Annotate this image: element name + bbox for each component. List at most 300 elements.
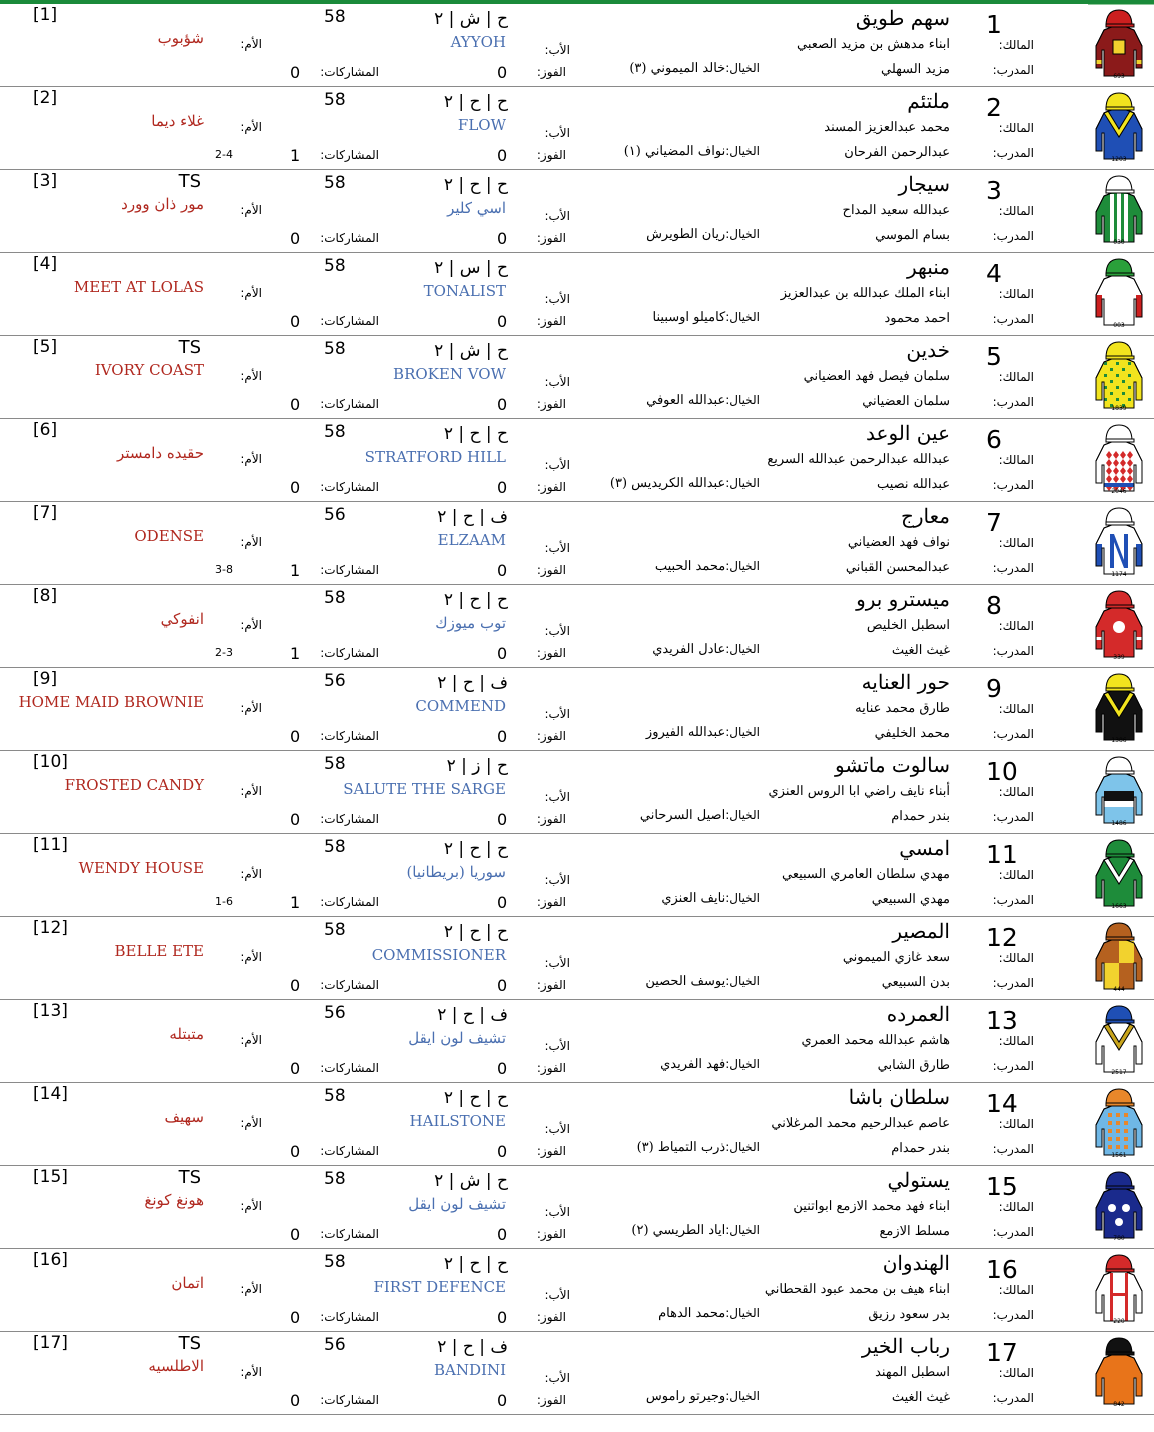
- trainer-label: المدرب:: [992, 478, 1034, 492]
- draw-number: [17]: [33, 1333, 68, 1353]
- runs-value: 0: [290, 1225, 301, 1244]
- horse-number: 10: [986, 757, 1018, 786]
- sire-name[interactable]: COMMEND: [415, 697, 506, 715]
- horse-number: 9: [986, 674, 1002, 703]
- owner-label: المالك:: [998, 619, 1034, 633]
- runs-label: المشاركات:: [320, 1144, 379, 1158]
- weight-value: 58: [324, 1252, 346, 1272]
- trainer-name: بندر حمدام: [891, 809, 950, 824]
- runs-label: المشاركات:: [320, 314, 379, 328]
- draw-number: [10]: [33, 752, 68, 772]
- horse-name[interactable]: معارج: [900, 504, 950, 528]
- owner-label: المالك:: [998, 868, 1034, 882]
- wins-value: 0: [497, 395, 508, 414]
- horse-name[interactable]: يستولي: [887, 1168, 950, 1192]
- dam-label: الأم:: [240, 1199, 262, 1213]
- dam-name[interactable]: WENDY HOUSE: [78, 859, 204, 877]
- dam-name[interactable]: شؤبوب: [157, 29, 204, 47]
- trainer-name: مهدي السبيعي: [871, 892, 950, 907]
- horse-name[interactable]: منبهر: [906, 255, 950, 279]
- horse-row-9: [0, 668, 1154, 751]
- horse-description: ف | ح | ٢: [437, 507, 508, 527]
- runs-label: المشاركات:: [320, 480, 379, 494]
- wins-label: الفوز:: [536, 480, 566, 494]
- horse-row-1: [0, 4, 1154, 87]
- dam-name[interactable]: الاطلسيه: [148, 1357, 204, 1375]
- jockey-silks-icon: [1090, 421, 1148, 497]
- dam-label: الأم:: [240, 701, 262, 715]
- jockey-info: [646, 393, 760, 408]
- owner-label: المالك:: [998, 1283, 1034, 1297]
- sire-label: الأب:: [544, 458, 570, 472]
- runs-value: 0: [290, 229, 301, 248]
- jockey-info: [658, 1306, 760, 1321]
- sire-name[interactable]: HAILSTONE: [409, 1112, 506, 1130]
- wins-label: الفوز:: [536, 1061, 566, 1075]
- sire-label: الأب:: [544, 375, 570, 389]
- sire-label: الأب:: [544, 1039, 570, 1053]
- horse-name[interactable]: عين الوعد: [866, 421, 950, 445]
- sire-name[interactable]: توب ميوزك: [435, 614, 506, 632]
- trainer-name: احمد محمود: [884, 311, 950, 326]
- wins-label: الفوز:: [536, 1227, 566, 1241]
- horse-description: ح | ح | ٢: [443, 590, 508, 610]
- svg-text:1203: 1203: [1111, 156, 1127, 163]
- jockey-name: محمد الحبيب: [654, 559, 726, 574]
- svg-text:1663: 1663: [1111, 903, 1127, 910]
- owner-label: المالك:: [998, 121, 1034, 135]
- trainer-label: المدرب:: [992, 146, 1034, 160]
- jockey-label: الخيال:: [725, 144, 760, 158]
- jockey-name: عبدالله الفيروز: [645, 725, 726, 740]
- weight-value: 56: [324, 671, 346, 691]
- jockey-name: اياد الطريسي (٢): [631, 1223, 726, 1238]
- jockey-silks-icon: [1090, 1334, 1148, 1410]
- owner-label: المالك:: [998, 536, 1034, 550]
- owner-name: مهدي سلطان العامري السبيعي: [782, 867, 950, 882]
- horse-description: ح | ح | ٢: [443, 1088, 508, 1108]
- sire-label: الأب:: [544, 126, 570, 140]
- trainer-label: المدرب:: [992, 1225, 1034, 1239]
- sire-name[interactable]: تشيف لون ايقل: [408, 1029, 506, 1047]
- wins-value: 0: [497, 1059, 508, 1078]
- horse-name[interactable]: العمرده: [886, 1002, 950, 1026]
- wins-value: 0: [497, 810, 508, 829]
- svg-text:339: 339: [1113, 654, 1125, 661]
- jockey-label: الخيال:: [725, 393, 760, 407]
- owner-name: عبدالله عبدالرحمن عبدالله السريع: [767, 452, 950, 467]
- jockey-label: الخيال:: [725, 61, 760, 75]
- dam-label: الأم:: [240, 1282, 262, 1296]
- owner-label: المالك:: [998, 1200, 1034, 1214]
- horse-name[interactable]: امسي: [899, 836, 950, 860]
- draw-number: [11]: [33, 835, 68, 855]
- sire-label: الأب:: [544, 1371, 570, 1385]
- dam-name[interactable]: مور ذان وورد: [121, 195, 204, 213]
- sire-label: الأب:: [544, 790, 570, 804]
- jockey-info: [610, 476, 760, 491]
- runs-value: 1: [290, 644, 301, 663]
- svg-text:2046: 2046: [1111, 488, 1127, 495]
- dam-name[interactable]: هونغ كونغ: [144, 1191, 204, 1209]
- sire-name[interactable]: BANDINI: [434, 1361, 506, 1379]
- horse-number: 2: [986, 93, 1002, 122]
- runs-value: 0: [290, 810, 301, 829]
- draw-number: [9]: [33, 669, 58, 689]
- sire-name[interactable]: SALUTE THE SARGE: [343, 780, 506, 798]
- recent-form: 3-8: [215, 563, 233, 576]
- trainer-label: المدرب:: [992, 229, 1034, 243]
- dam-name[interactable]: اتمان: [171, 1274, 204, 1292]
- dam-label: الأم:: [240, 867, 262, 881]
- owner-name: طارق محمد عنايه: [855, 701, 950, 716]
- horse-name[interactable]: حور العنايه: [861, 670, 950, 694]
- svg-text:1839: 1839: [1111, 405, 1127, 412]
- jockey-label: الخيال:: [725, 974, 760, 988]
- jockey-info: [629, 61, 760, 76]
- jockey-info: [661, 891, 760, 906]
- wins-value: 0: [497, 1142, 508, 1161]
- sire-name[interactable]: FLOW: [457, 116, 506, 134]
- jockey-silks-icon: [1090, 6, 1148, 82]
- dam-name[interactable]: ODENSE: [134, 527, 204, 545]
- owner-label: المالك:: [998, 370, 1034, 384]
- weight-value: 56: [324, 1335, 346, 1355]
- jockey-silks-icon: [1090, 338, 1148, 414]
- jockey-name: محمد الدهام: [658, 1306, 726, 1321]
- recent-form: 2-4: [215, 148, 233, 161]
- weight-value: 58: [324, 1169, 346, 1189]
- draw-number: [6]: [33, 420, 58, 440]
- wins-value: 0: [497, 561, 508, 580]
- dam-name[interactable]: BELLE ETE: [114, 942, 204, 960]
- sire-label: الأب:: [544, 624, 570, 638]
- draw-number: [15]: [33, 1167, 68, 1187]
- jockey-name: عبدالله العوفي: [646, 393, 726, 408]
- draw-number: [2]: [33, 88, 58, 108]
- jockey-name: فهد الفريدي: [660, 1057, 726, 1072]
- horse-row-11: [0, 834, 1154, 917]
- runs-value: 1: [290, 893, 301, 912]
- runs-label: المشاركات:: [320, 812, 379, 826]
- wins-label: الفوز:: [536, 563, 566, 577]
- sire-label: الأب:: [544, 541, 570, 555]
- wins-label: الفوز:: [536, 1144, 566, 1158]
- svg-text:2517: 2517: [1111, 1069, 1127, 1076]
- sire-name[interactable]: COMMISSIONER: [371, 946, 506, 964]
- jockey-info: [640, 808, 760, 823]
- trainer-name: بدن السبيعي: [881, 975, 950, 990]
- draw-number: [7]: [33, 503, 58, 523]
- svg-text:444: 444: [1113, 986, 1125, 993]
- wins-value: 0: [497, 229, 508, 248]
- dam-name[interactable]: HOME MAID BROWNIE: [18, 693, 204, 711]
- jockey-silks-icon: [1090, 1251, 1148, 1327]
- runs-value: 0: [290, 1059, 301, 1078]
- owner-name: هاشم عبدالله محمد العمري: [801, 1033, 950, 1048]
- wins-label: الفوز:: [536, 231, 566, 245]
- jockey-label: الخيال:: [725, 310, 760, 324]
- owner-name: نواف فهد العضياني: [847, 535, 950, 550]
- horse-row-8: [0, 585, 1154, 668]
- horse-number: 16: [986, 1255, 1018, 1284]
- runs-label: المشاركات:: [320, 563, 379, 577]
- wins-label: الفوز:: [536, 148, 566, 162]
- svg-text:1561: 1561: [1111, 1152, 1127, 1159]
- wins-value: 0: [497, 644, 508, 663]
- weight-value: 56: [324, 1003, 346, 1023]
- owner-label: المالك:: [998, 453, 1034, 467]
- jockey-silks-icon: [1090, 504, 1148, 580]
- runs-label: المشاركات:: [320, 978, 379, 992]
- jockey-silks-icon: [1090, 670, 1148, 746]
- owner-label: المالك:: [998, 1117, 1034, 1131]
- runs-label: المشاركات:: [320, 1227, 379, 1241]
- jockey-info: [624, 144, 760, 159]
- horse-number: 17: [986, 1338, 1018, 1367]
- ts-badge: TS: [178, 1167, 201, 1188]
- wins-label: الفوز:: [536, 1310, 566, 1324]
- sire-name[interactable]: STRATFORD HILL: [364, 448, 506, 466]
- horse-number: 11: [986, 840, 1018, 869]
- sire-name[interactable]: FIRST DEFENCE: [373, 1278, 506, 1296]
- jockey-info: [631, 1223, 760, 1238]
- draw-number: [13]: [33, 1001, 68, 1021]
- owner-name: ابناء الملك عبدالله بن عبدالعزيز: [780, 286, 950, 301]
- owner-name: اسطبل المهند: [875, 1365, 950, 1380]
- trainer-label: المدرب:: [992, 727, 1034, 741]
- horse-row-6: [0, 419, 1154, 502]
- trainer-name: مزيد السهلي: [880, 62, 950, 77]
- svg-text:1486: 1486: [1111, 820, 1127, 827]
- runs-value: 0: [290, 395, 301, 414]
- horse-name[interactable]: الهندوان: [882, 1251, 950, 1275]
- horse-name[interactable]: ميسترو برو: [856, 587, 950, 611]
- dam-name[interactable]: IVORY COAST: [94, 361, 204, 379]
- jockey-label: الخيال:: [725, 891, 760, 905]
- horse-number: 14: [986, 1089, 1018, 1118]
- runs-value: 1: [290, 146, 301, 165]
- dam-name[interactable]: FROSTED CANDY: [64, 776, 204, 794]
- dam-label: الأم:: [240, 1365, 262, 1379]
- jockey-info: [646, 227, 760, 242]
- runs-label: المشاركات:: [320, 895, 379, 909]
- horse-row-10: [0, 751, 1154, 834]
- jockey-label: الخيال:: [725, 559, 760, 573]
- dam-label: الأم:: [240, 784, 262, 798]
- wins-value: 0: [497, 1225, 508, 1244]
- owner-label: المالك:: [998, 38, 1034, 52]
- runs-label: المشاركات:: [320, 1393, 379, 1407]
- owner-name: سعد غازي الميموني: [842, 950, 950, 965]
- horse-description: ح | س | ٢: [434, 258, 508, 278]
- horse-row-3: [0, 170, 1154, 253]
- wins-label: الفوز:: [536, 65, 566, 79]
- sire-name[interactable]: AYYOH: [450, 33, 506, 51]
- owner-label: المالك:: [998, 287, 1034, 301]
- svg-text:1386: 1386: [1111, 737, 1127, 744]
- trainer-label: المدرب:: [992, 312, 1034, 326]
- draw-number: [4]: [33, 254, 58, 274]
- horse-row-4: [0, 253, 1154, 336]
- horse-number: 1: [986, 10, 1002, 39]
- runs-label: المشاركات:: [320, 1310, 379, 1324]
- runs-value: 0: [290, 727, 301, 746]
- sire-name[interactable]: تشيف لون ايقل: [408, 1195, 506, 1213]
- jockey-name: ذرب التمياط (٣): [636, 1140, 726, 1155]
- horse-description: ح | ش | ٢: [434, 341, 508, 361]
- horse-description: ح | ح | ٢: [443, 839, 508, 859]
- wins-label: الفوز:: [536, 812, 566, 826]
- svg-text:003: 003: [1113, 322, 1125, 329]
- trainer-name: غيث الغيث: [891, 1390, 950, 1405]
- dam-label: الأم:: [240, 1116, 262, 1130]
- wins-value: 0: [497, 1391, 508, 1410]
- jockey-silks-icon: [1090, 89, 1148, 165]
- wins-value: 0: [497, 312, 508, 331]
- owner-label: المالك:: [998, 1366, 1034, 1380]
- dam-label: الأم:: [240, 286, 262, 300]
- trainer-label: المدرب:: [992, 893, 1034, 907]
- trainer-label: المدرب:: [992, 1059, 1034, 1073]
- trainer-name: بدر سعود رزيق: [868, 1307, 950, 1322]
- horse-description: ح | ح | ٢: [443, 922, 508, 942]
- sire-name[interactable]: سوريا (بريطانيا): [406, 863, 506, 881]
- weight-value: 58: [324, 7, 346, 27]
- weight-value: 58: [324, 837, 346, 857]
- jockey-name: ريان الطويرش: [646, 227, 726, 242]
- horse-row-15: [0, 1166, 1154, 1249]
- horse-description: ح | ح | ٢: [443, 175, 508, 195]
- runs-value: 0: [290, 976, 301, 995]
- dam-name[interactable]: سهيف: [164, 1108, 204, 1126]
- sire-label: الأب:: [544, 873, 570, 887]
- weight-value: 58: [324, 90, 346, 110]
- horse-row-13: [0, 1000, 1154, 1083]
- owner-label: المالك:: [998, 785, 1034, 799]
- dam-label: الأم:: [240, 618, 262, 632]
- horse-number: 4: [986, 259, 1002, 288]
- jockey-info: [660, 1057, 760, 1072]
- jockey-label: الخيال:: [725, 1389, 760, 1403]
- runs-label: المشاركات:: [320, 729, 379, 743]
- jockey-info: [646, 1389, 760, 1404]
- dam-label: الأم:: [240, 1033, 262, 1047]
- wins-value: 0: [497, 976, 508, 995]
- sire-name[interactable]: TONALIST: [423, 282, 506, 300]
- dam-name[interactable]: حقيده دامستر: [117, 444, 204, 462]
- trainer-label: المدرب:: [992, 644, 1034, 658]
- horse-description: ح | ح | ٢: [443, 92, 508, 112]
- dam-name[interactable]: غلاء ديما: [151, 112, 204, 130]
- runs-value: 0: [290, 63, 301, 82]
- trainer-name: عبدالرحمن الفرحان: [844, 145, 950, 160]
- jockey-label: الخيال:: [725, 642, 760, 656]
- horse-row-12: [0, 917, 1154, 1000]
- sire-label: الأب:: [544, 1205, 570, 1219]
- draw-number: [16]: [33, 1250, 68, 1270]
- wins-value: 0: [497, 727, 508, 746]
- horse-name[interactable]: رباب الخير: [861, 1334, 950, 1358]
- dam-name[interactable]: متبتله: [169, 1025, 204, 1043]
- weight-value: 58: [324, 422, 346, 442]
- trainer-label: المدرب:: [992, 1142, 1034, 1156]
- owner-label: المالك:: [998, 702, 1034, 716]
- jockey-label: الخيال:: [725, 476, 760, 490]
- trainer-name: غيث الغيث: [891, 643, 950, 658]
- runs-label: المشاركات:: [320, 1061, 379, 1075]
- race-card-list: [0, 4, 1154, 1415]
- weight-value: 58: [324, 173, 346, 193]
- horse-name[interactable]: سهم طويق: [855, 6, 950, 30]
- runs-label: المشاركات:: [320, 148, 379, 162]
- owner-name: اسطبل الخليص: [866, 618, 950, 633]
- trainer-label: المدرب:: [992, 976, 1034, 990]
- sire-label: الأب:: [544, 209, 570, 223]
- trainer-label: المدرب:: [992, 395, 1034, 409]
- horse-row-5: [0, 336, 1154, 419]
- sire-name[interactable]: BROKEN VOW: [393, 365, 506, 383]
- svg-text:220: 220: [1113, 1318, 1125, 1325]
- dam-label: الأم:: [240, 535, 262, 549]
- sire-name[interactable]: اسي كلير: [447, 199, 506, 217]
- svg-text:1174: 1174: [1111, 571, 1127, 578]
- horse-name[interactable]: المصير: [892, 919, 950, 943]
- horse-name[interactable]: سيجار: [898, 172, 950, 196]
- horse-name[interactable]: ملتئم: [907, 89, 950, 113]
- draw-number: [3]: [33, 171, 58, 191]
- jockey-label: الخيال:: [725, 808, 760, 822]
- jockey-name: اصيل السرحاني: [639, 808, 726, 823]
- dam-name[interactable]: انفوكي: [160, 610, 204, 628]
- wins-value: 0: [497, 893, 508, 912]
- trainer-name: بسام الموسي: [875, 228, 950, 243]
- wins-label: الفوز:: [536, 397, 566, 411]
- ts-badge: TS: [178, 337, 201, 358]
- runs-value: 0: [290, 1391, 301, 1410]
- dam-label: الأم:: [240, 452, 262, 466]
- wins-label: الفوز:: [536, 978, 566, 992]
- jockey-name: عبدالله الكريديس (٣): [609, 476, 726, 491]
- owner-name: عاصم عبدالرحيم محمد المرغلاني: [771, 1116, 950, 1131]
- sire-name[interactable]: ELZAAM: [437, 531, 506, 549]
- horse-name[interactable]: سالوت ماتشو: [834, 753, 950, 777]
- horse-name[interactable]: خدين: [906, 338, 950, 362]
- horse-name[interactable]: سلطان باشا: [848, 1085, 950, 1109]
- dam-label: الأم:: [240, 950, 262, 964]
- weight-value: 58: [324, 754, 346, 774]
- recent-form: 1-6: [215, 895, 233, 908]
- owner-name: عبدالله سعيد المداح: [842, 203, 950, 218]
- recent-form: 2-3: [215, 646, 233, 659]
- jockey-info: [653, 310, 760, 325]
- jockey-silks-icon: [1090, 753, 1148, 829]
- draw-number: [1]: [33, 5, 58, 25]
- trainer-label: المدرب:: [992, 810, 1034, 824]
- dam-name[interactable]: MEET AT LOLAS: [73, 278, 204, 296]
- draw-number: [8]: [33, 586, 58, 606]
- horse-number: 7: [986, 508, 1002, 537]
- jockey-label: الخيال:: [725, 725, 760, 739]
- weight-value: 58: [324, 588, 346, 608]
- trainer-label: المدرب:: [992, 1391, 1034, 1405]
- horse-number: 12: [986, 923, 1018, 952]
- jockey-silks-icon: [1090, 1085, 1148, 1161]
- jockey-info: [645, 974, 760, 989]
- jockey-label: الخيال:: [725, 1223, 760, 1237]
- owner-label: المالك:: [998, 1034, 1034, 1048]
- trainer-name: عبدالله نصيب: [876, 477, 950, 492]
